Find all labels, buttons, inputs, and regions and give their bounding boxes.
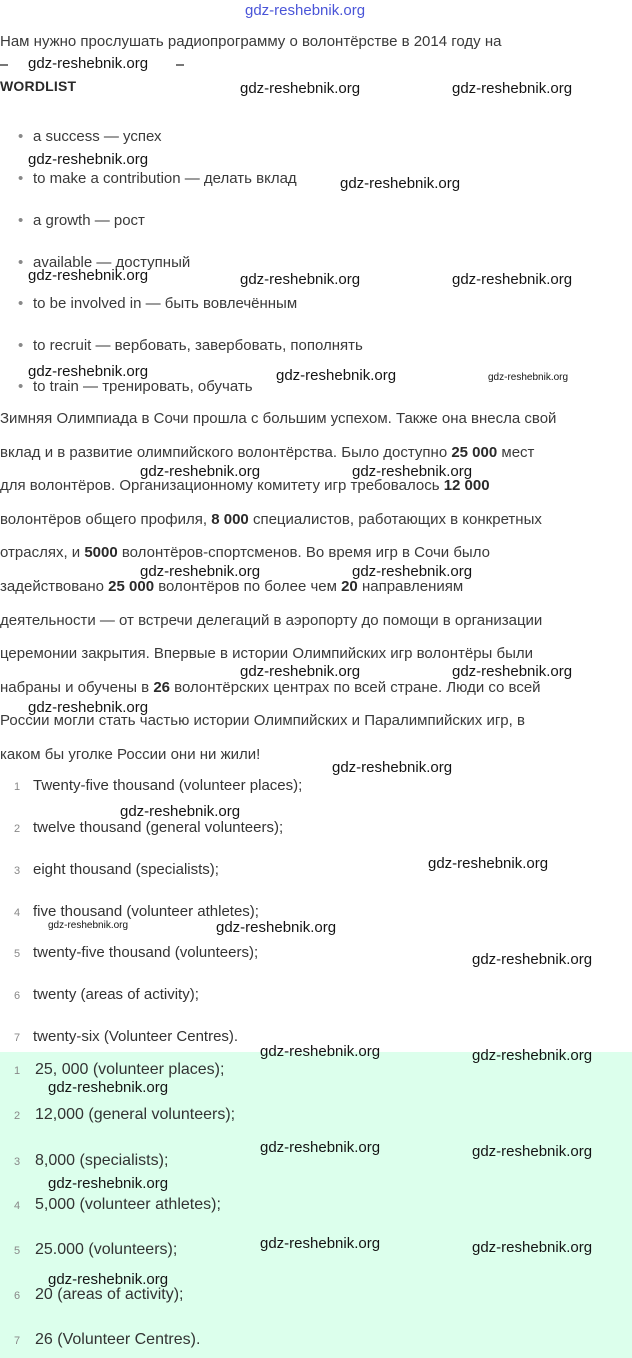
paragraph-line — [0, 570, 632, 604]
answer-item — [14, 1286, 184, 1304]
watermark: gdz-reshebnik.org — [240, 663, 361, 680]
bold-number: 8 000 — [211, 510, 249, 528]
intro-text: Нам нужно прослушать радиопрограмму о волонтёрстве в 2014 году на — [0, 33, 502, 50]
bullet-icon: • — [18, 295, 24, 312]
paragraph-text: отраслях, и — [0, 544, 85, 562]
truncated-mark — [0, 64, 8, 66]
watermark: gdz-reshebnik.org — [472, 1239, 593, 1256]
paragraph-line — [0, 436, 632, 470]
watermark: gdz-reshebnik.org — [48, 1271, 169, 1288]
watermark: gdz-reshebnik.org — [48, 1079, 169, 1096]
item-number: 6 — [14, 990, 21, 1002]
wordlist-item-text: a growth — рост — [33, 212, 145, 229]
watermark: gdz-reshebnik.org — [340, 175, 461, 192]
paragraph-line — [0, 402, 632, 436]
bullet-icon: • — [18, 378, 24, 395]
item-text: 5,000 (volunteer athletes); — [35, 1196, 221, 1213]
wordlist-item — [18, 378, 253, 395]
watermark: gdz-reshebnik.org — [140, 563, 261, 580]
answer-item — [14, 1106, 235, 1124]
item-number: 3 — [14, 1156, 21, 1168]
item-text: 25.000 (volunteers); — [35, 1241, 178, 1258]
wordlist-heading: WORDLIST — [0, 78, 77, 94]
watermark: gdz-reshebnik.org — [48, 920, 129, 931]
wordlist-item-text: to make a contribution — делать вклад — [33, 170, 297, 187]
watermark: gdz-reshebnik.org — [28, 699, 149, 716]
bullet-icon: • — [18, 170, 24, 187]
paragraph-text: мест — [497, 443, 535, 461]
item-number: 1 — [14, 1065, 21, 1077]
item-text: twenty-five thousand (volunteers); — [33, 944, 259, 961]
bold-number: 12 000 — [443, 477, 490, 495]
numbers-in-words-item — [14, 861, 219, 878]
watermark: gdz-reshebnik.org — [260, 1235, 381, 1252]
numbers-in-words-item — [14, 903, 259, 920]
item-text: Twenty-five thousand (volunteer places); — [33, 777, 303, 794]
answer-item — [14, 1196, 221, 1214]
paragraph-text: набраны и обучены в — [0, 678, 154, 696]
item-number: 3 — [14, 865, 21, 877]
bold-number: 5000 — [84, 544, 118, 562]
watermark: gdz-reshebnik.org — [28, 267, 149, 284]
watermark: gdz-reshebnik.org — [488, 372, 569, 383]
paragraph-line — [0, 738, 632, 772]
item-text: 25, 000 (volunteer places); — [35, 1061, 225, 1078]
item-text: 8,000 (specialists); — [35, 1152, 169, 1169]
item-text: 26 (Volunteer Centres). — [35, 1331, 201, 1348]
paragraph-line — [0, 604, 632, 638]
bold-number: 25 000 — [108, 577, 155, 595]
watermark: gdz-reshebnik.org — [28, 151, 149, 168]
watermark: gdz-reshebnik.org — [48, 1175, 169, 1192]
watermark: gdz-reshebnik.org — [352, 463, 473, 480]
item-text: eight thousand (specialists); — [33, 861, 219, 878]
wordlist-item-text: to train — тренировать, обучать — [33, 378, 253, 395]
item-number: 5 — [14, 948, 21, 960]
item-text: twenty (areas of activity); — [33, 986, 199, 1003]
paragraph-text: церемонии закрытия. Впервые в истории Олимпийских игр волонтёры были — [0, 645, 533, 663]
paragraph-text: специалистов, работающих в конкретных — [248, 510, 542, 528]
paragraph-text: каком бы уголке России они ни жили! — [0, 745, 261, 763]
item-text: 12,000 (general volunteers); — [35, 1106, 236, 1123]
watermark: gdz-reshebnik.org — [260, 1139, 381, 1156]
answer-item — [14, 1061, 224, 1079]
numbers-in-words-item — [14, 819, 283, 836]
wordlist-item — [18, 337, 363, 354]
wordlist-item-text: available — доступный — [33, 254, 191, 271]
bullet-icon: • — [18, 254, 24, 271]
answer-item — [14, 1241, 177, 1259]
paragraph-line — [0, 503, 632, 537]
wordlist-item-text: to recruit — вербовать, завербовать, пополнять — [33, 337, 363, 354]
watermark: gdz-reshebnik.org — [352, 563, 473, 580]
item-number: 4 — [14, 907, 21, 919]
item-number: 1 — [14, 781, 21, 793]
watermark: gdz-reshebnik.org — [140, 463, 261, 480]
watermark: gdz-reshebnik.org — [260, 1043, 381, 1060]
item-number: 4 — [14, 1200, 21, 1212]
item-number: 7 — [14, 1335, 21, 1347]
watermark: gdz-reshebnik.org — [472, 1047, 593, 1064]
bullet-icon: • — [18, 337, 24, 354]
wordlist-item-text: to be involved in — быть вовлечённым — [33, 295, 298, 312]
site-link[interactable]: gdz-reshebnik.org — [245, 2, 366, 19]
item-number: 2 — [14, 823, 21, 835]
paragraph-text: волонтёров общего профиля, — [0, 510, 212, 528]
watermark: gdz-reshebnik.org — [120, 803, 241, 820]
transcript-paragraph — [0, 402, 632, 772]
paragraph-text: волонтёров-спортсменов. Во время игр в Сочи было — [117, 544, 490, 562]
paragraph-text: задействовано — [0, 577, 109, 595]
item-text: twelve thousand (general volunteers); — [33, 819, 284, 836]
watermark: gdz-reshebnik.org — [452, 663, 573, 680]
watermark: gdz-reshebnik.org — [240, 80, 361, 97]
watermark: gdz-reshebnik.org — [216, 919, 337, 936]
wordlist-item — [18, 295, 297, 312]
watermark: gdz-reshebnik.org — [452, 80, 573, 97]
item-text: twenty-six (Volunteer Centres). — [33, 1028, 239, 1045]
truncated-mark — [176, 64, 184, 66]
wordlist-item — [18, 212, 145, 229]
wordlist-item — [18, 170, 297, 187]
item-number: 6 — [14, 1290, 21, 1302]
watermark: gdz-reshebnik.org — [240, 271, 361, 288]
item-number: 5 — [14, 1245, 21, 1257]
paragraph-text: для волонтёров. Организационному комитету игр требовалось — [0, 477, 444, 495]
item-text: five thousand (volunteer athletes); — [33, 903, 259, 920]
watermark: gdz-reshebnik.org — [472, 1143, 593, 1160]
watermark: gdz-reshebnik.org — [276, 367, 397, 384]
paragraph-text: волонтёров по более чем — [154, 577, 342, 595]
paragraph-text: направлениям — [357, 577, 464, 595]
watermark: gdz-reshebnik.org — [332, 759, 453, 776]
item-number: 7 — [14, 1032, 21, 1044]
numbers-in-words-item — [14, 944, 258, 961]
paragraph-text: деятельности — от встречи делегаций в аэропорту до помощи в организации — [0, 611, 543, 629]
bold-number: 25 000 — [451, 443, 498, 461]
numbers-in-words-item — [14, 1028, 238, 1045]
bold-number: 26 — [153, 678, 170, 696]
paragraph-line — [0, 469, 632, 503]
paragraph-text: волонтёрских центрах по всей стране. Люди со всей — [170, 678, 541, 696]
item-text: 20 (areas of activity); — [35, 1286, 184, 1303]
paragraph-line — [0, 536, 632, 570]
watermark: gdz-reshebnik.org — [28, 363, 149, 380]
watermark: gdz-reshebnik.org — [472, 951, 593, 968]
watermark: gdz-reshebnik.org — [452, 271, 573, 288]
bullet-icon: • — [18, 128, 24, 145]
paragraph-text: вклад и в развитие олимпийского волонтёрства. Было доступно — [0, 443, 452, 461]
bold-number: 20 — [341, 577, 358, 595]
paragraph-text: России могли стать частью истории Олимпийских и Паралимпийских игр, в — [0, 712, 525, 730]
answer-item — [14, 1331, 200, 1349]
wordlist-item-text: a success — успех — [33, 128, 162, 145]
numbers-in-words-item — [14, 777, 302, 794]
bullet-icon: • — [18, 212, 24, 229]
numbers-in-words-item — [14, 986, 199, 1003]
watermark: gdz-reshebnik.org — [428, 855, 549, 872]
wordlist-item — [18, 128, 162, 145]
paragraph-text: Зимняя Олимпиада в Сочи прошла с большим успехом. Также она внесла свой — [0, 410, 557, 427]
watermark: gdz-reshebnik.org — [28, 55, 149, 72]
answer-item — [14, 1152, 168, 1170]
item-number: 2 — [14, 1110, 21, 1122]
